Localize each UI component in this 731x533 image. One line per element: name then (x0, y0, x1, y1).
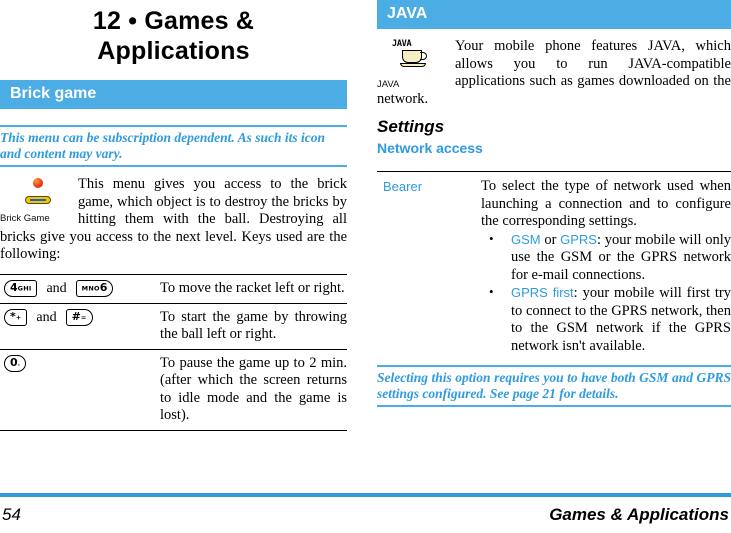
java-icon-wrapper (377, 38, 451, 90)
keycap-letters: + (15, 313, 22, 322)
bearer-term: Bearer (377, 172, 475, 356)
keycap-hash-equals (66, 309, 93, 326)
keycap-letters: . (17, 359, 21, 368)
brick-game-intro-text: This menu gives you access to the brick game, which object is to destroy the bricks by hitting them with the ball. Destroying all bricks give you access to the next level. Keys used are the following: (0, 176, 347, 262)
page-footer (0, 501, 731, 529)
brick-game-key-table (0, 274, 347, 431)
footer-page-number: 54 (2, 505, 21, 524)
bearer-definition-table (377, 171, 731, 355)
option-gsm: GSM (511, 231, 541, 247)
column-gutter (347, 0, 377, 495)
table-row (377, 172, 731, 356)
key-description: To move the racket left or right. (150, 274, 347, 303)
keycap-6-mno (76, 280, 114, 297)
bearer-description: To select the type of network used when launching a connection and to configure the corresponding settings. (481, 178, 731, 229)
cup-saucer (400, 63, 426, 67)
java-intro-text: Your mobile phone features JAVA, which allows you to run JAVA-compatible applications such as games downloaded on the network. (377, 38, 731, 107)
option-gprs: GPRS (560, 231, 597, 247)
left-column (0, 0, 347, 495)
bearer-description-cell (475, 172, 731, 356)
keycap-star-plus (4, 309, 27, 326)
java-intro-block (377, 38, 731, 108)
keycap-letters: = (80, 313, 87, 322)
keycap-4-ghi (4, 280, 37, 297)
chapter-title-line-1: 12 • Games & (92, 7, 255, 35)
java-coffee-cup-icon (392, 40, 436, 78)
java-icon-caption: JAVA (377, 79, 400, 90)
brick-game-icon (7, 178, 67, 212)
keycap-digit: 6 (99, 281, 108, 295)
list-item (481, 284, 731, 355)
chapter-title-line-2: Applications (97, 37, 250, 65)
key-conjunction: and (46, 280, 67, 296)
keycap-0 (4, 355, 26, 372)
heading-network-access: Network access (377, 140, 483, 156)
java-icon-word: JAVA (392, 39, 412, 49)
list-item (481, 231, 731, 285)
cup-handle (420, 52, 427, 60)
key-conjunction: and (36, 309, 57, 325)
section-header-java: JAVA (377, 0, 731, 29)
key-cell (0, 274, 150, 303)
brick-game-intro-block (0, 176, 347, 264)
key-description: To start the game by throwing the ball left or right. (150, 303, 347, 349)
brick-game-note: This menu can be subscription dependent. As such its icon and content may vary. (0, 125, 347, 167)
keycap-digit: 0 (10, 356, 18, 370)
table-row (0, 349, 347, 430)
key-cell (0, 303, 150, 349)
footer-divider (0, 493, 731, 497)
brick-game-icon-caption: Brick Game (0, 213, 50, 224)
option-gprs-first: GPRS first (511, 285, 574, 300)
section-header-brick-game: Brick game (0, 80, 347, 109)
key-cell (0, 349, 150, 430)
bearer-options-list (481, 231, 731, 356)
heading-settings: Settings (377, 117, 445, 136)
keycap-digit: * (10, 310, 16, 324)
coffee-cup-shape (400, 50, 428, 70)
ball-icon (33, 178, 43, 188)
brick-game-icon-wrapper (0, 176, 74, 224)
keycap-letters: MNO (81, 284, 100, 293)
keycap-letters: GHI (17, 284, 32, 293)
keycap-digit: # (71, 310, 81, 324)
key-description: To pause the game up to 2 min. (after which the screen returns to idle mode and the game is lost). (150, 349, 347, 430)
option-gprs-first-text: : your mobile will first try to connect to the GPRS network, then to the GSM network if the GPRS network isn't available. (511, 285, 731, 354)
table-row (0, 274, 347, 303)
option-joiner: or (540, 231, 561, 248)
table-row (0, 303, 347, 349)
keycap-digit: 4 (10, 281, 18, 295)
footer-chapter-name: Games & Applications (549, 505, 729, 524)
cup-body (402, 50, 422, 63)
bearer-note: Selecting this option requires you to have both GSM and GPRS settings configured. See page 21 for details. (377, 365, 731, 407)
right-column (377, 0, 731, 495)
paddle-icon (25, 196, 51, 204)
chapter-title (0, 6, 347, 66)
option-gsm-gprs-text: : your mobile will only use the GSM or the GPRS network for e-mail connections. (511, 231, 731, 283)
